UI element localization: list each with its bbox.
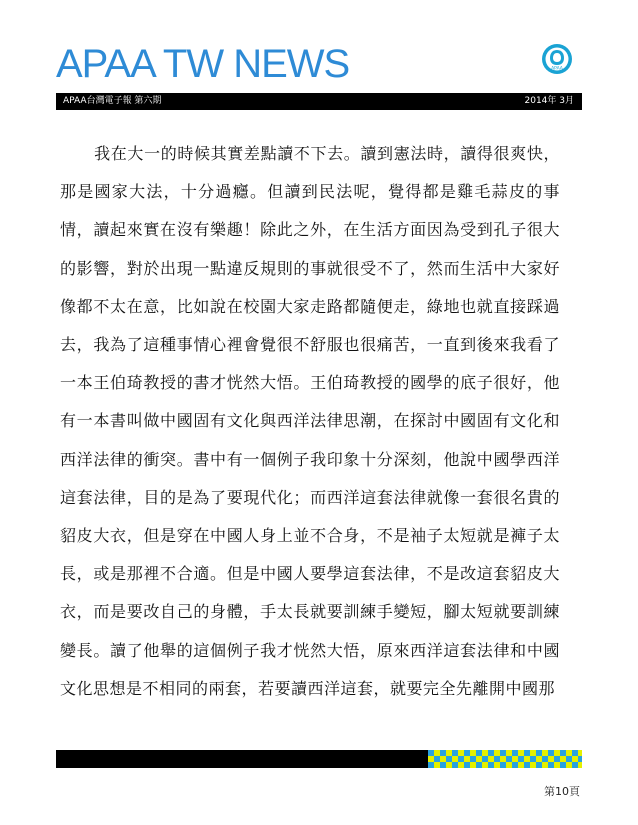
- header-bar: [56, 93, 582, 110]
- apaa-logo: [541, 43, 573, 77]
- issue-label: APAA台灣電子報 第六期: [63, 96, 162, 106]
- article-text: 我在大一的時候其實差點讀不下去。讀到憲法時，讀得很爽快，那是國家大法，十分過癮。但讀到民法呢，覺得都是雞毛蒜皮的事情，讀起來實在沒有樂趣！除此之外，在生活方面因為受到孔子很大的影響，對於出現一點違反規則的事就很受不了，然而生活中大家好像都不太在意，比如說在校園大家走路都隨便走，綠地也就直接踩過去，我為了這種事情心裡會覺很不舒服也很痛苦，一直到後來我看了一本王伯琦教授的書才恍然大悟。王伯琦教授的國學的底子很好，他有一本書叫做中國固有文化與西洋法律思潮，在探討中國固有文化和西洋法律的衝突。書中有一個例子我印象十分深刻，他說中國學西洋這套法律，目的是為了要現代化；而西洋這套法律就像一套很名貴的貂皮大衣，但是穿在中國人身上並不合身，不是袖子太短就是褲子太長，或是那裡不合適。但是中國人要學這套法律，不是改這套貂皮大衣，而是要改自己的身體，手太長就要訓練手變短，腳太短就要訓練變長。讀了他舉的這個例子我才恍然大悟，原來西洋這套法律和中國文化思想是不相同的兩套，若要讀西洋這套，就要完全先離開中國那: [60, 144, 560, 698]
- masthead-title: APAA TW NEWS: [56, 42, 350, 86]
- issue-date: 2014年 3月: [524, 96, 574, 106]
- page-number: 第10頁: [544, 785, 580, 798]
- footer-bar: [56, 750, 428, 768]
- article-body: [60, 135, 560, 708]
- checkered-footer-pattern: [428, 750, 582, 768]
- logo-text: APAA: [551, 66, 563, 72]
